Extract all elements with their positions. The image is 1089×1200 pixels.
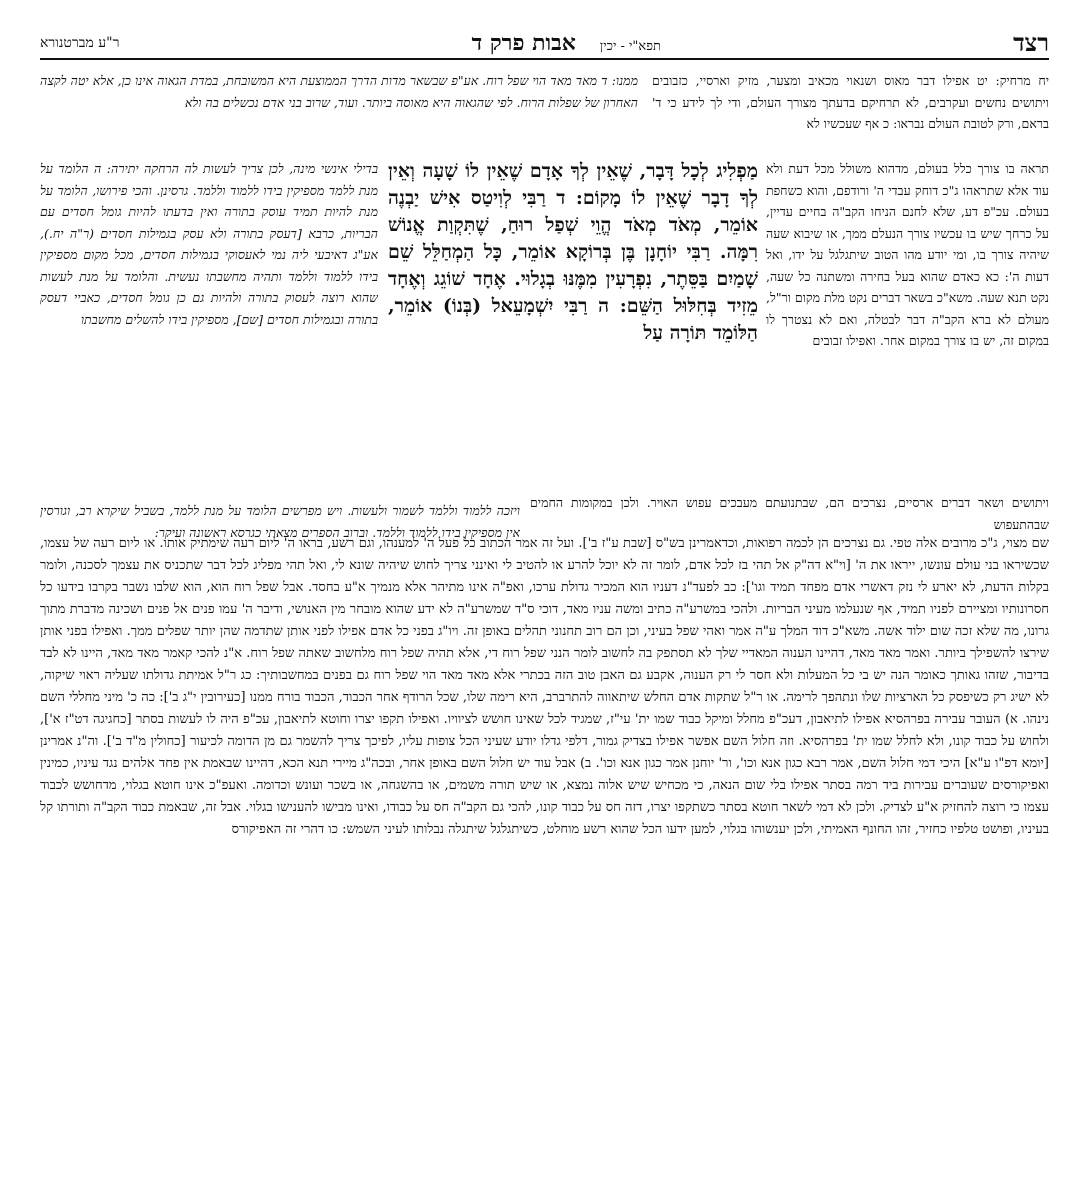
tiferet-full-text: שם מצוי, ג"כ מרובים אלה טפי. גם נצרכים הן לכמה רפואות, וכדאמרינן בש"ס [שבת ע"ז ב']. ועל זה אמר הכתוב כל פעל ה' למענהו, וגם רשע, בראו ה' ליום רעה שימתיק אותו. או ליום רעה של עצמו, שכשיראו בני עולם עונשו, ייראו את ה' [וי"א דה"ק אל תהי בז לכל אדם, לומר זה לא יוכל להרע או להטיב לי ואינני צריך לחוש שיהיה שונא לי, ואל תהי מפליג לכל דבר שתכניס את עצמך לסכנה, ולומר בקלות הדעת, לא יארע לי נזק דאשרי אדם מפחד תמיד וגו']: כב לפעד"נ דעניו הוא המכיר גדולת ערכו, ואפ"ה אינו מתיהר אלא מנמיך א"ע בחסד. אבל שפל רוח הוא, הוא שלבו נשבר בקרבו בידעו כל חסרונותיו ומציירם לפניו תמיד, אף שנעלמו מעיני הבריות. ולהכי במשרע"ה כתיב ומשה עניו מאד, דוכי ס"ד שמשרע"ה לא ידע שהוא מובחר מין האנושי, ודיבר ה' עמו פנים אל פנים ושכינה מדברת מתוך גרונו, מה שלא זכה שום ילוד אשה. משא"כ דוד המלך ע"ה אמר ואהי שפל בעיני, וכן הם רוב תחנוני תהלים באופן זה. ויו"ג בפני כל אדם אפילו לפני אותן שתדמה שהן יותר שפלים ממך. ואפילו בפני אותן שירצו להשפילך ביותר. ואמר מאד מאד, דהיינו הענוה המאדיי שלך לא תסתפק בה לחשוב לומר הנני שפל רוח די, אלא תהיה שפל רוח מלחשוב שאתה שפל רוח. א"נ להכי קאמר מאד מאד, היינו לא לבד בדיבור, שזהו גאותך כאומר הנה יש בי כל המעלות ולא חסר לי רק הענוה, אקבע גם האבן טוב הזה בכתרי אלא מאד מאד הוי שפל רוח גם בפנים במחשבותיך: כג ר"ל אמיתת גדולתו שעליה ראוי שיקוה, לא ישיג רק כשיפסק כל הארציות שלו ונתהפך לרימה. או ר"ל שתקות אדם החלש שיתאווה להתרברב, היא רימה שלו, שכל הרודף אחר הכבוד, הכבוד בורח ממנו [כעירובין י"ג ב']: כה כ' מיני מחללי השם נינהו. א) העובר עבירה בפרהסיא אפילו לתיאבון, דעכ"פ מחלל ומיקל כבוד שמו ית' עי"ז, שמגיד לכל שאינו חושש לציוויו. ואפילו תקפו יצרו וחוטא לתיאבון, עכ"פ היה לו לעשות בסתר [כחגיגה דט"ז א'], ולחוש על כבוד קונו, ולא לחלל שמו ית' בפרהסיא. וזה חלול השם אפשר אפילו בצדיק גמור, דלפי גדלו יודע שעיני הכל צופות עליו, לפיכך צריך להשמר גם מן הדומה לכיעור [כחולין מ"ד ב']. וה"נ אמרינן [יומא דפ"ו ע"א] היכי דמי חלול השם, אמר רבא כגון אנא וכו', ור' יוחנן אמר כגון אנא וכו'. ב) אבל עוד יש חלול השם באופן אחר, ובכה"ג מיירי תנא הכא, דהיינו שבאמת אין פחד אלהים נגד עיניו, כמינין ואפיקורסים שעוברים עבירות ביד רמה בסתר אפילו בלי שום הנאה, כי מכחיש שיש אלוה נמצא, או שיש תורה משמים, או בהשגחה, או בשכר ועונש וכדומה. ואעפ"כ אינו חוטא בגלוי, מדחושש לכבוד עצמו כי רוצה להחזיק א"ע לצדיק. ולכן לא דמי לשאר חוטא בסתר כשתקפו יצרו, דזה חס על כבוד קונו, להכי גם הקב"ה חס על כבודו, ואינו מבישו להענישו בגלוי. אבל זה, שבאמת כבוד הקב"ה ותורתו קל בעיניו, ופושט טלפיו כחזיר, זהו החונף האמיתי, ולכן יענשוהו בגלוי, למען ידעו הכל שהוא רשע מוחלט, כשיתגלגל שיתגלה נבלותו לעיני השמש: כו דהרי זה האפיקורס	[40, 536, 1049, 837]
page-number: רצד	[1013, 28, 1049, 57]
tiferet-column	[766, 158, 1049, 496]
header-range: תפא"י - יכין	[599, 39, 661, 54]
tiferet-bottom-text: ויתושים ושאר דברים ארסיים, נצרכים הם, שבתנועתם מעבכים עפוש האויר. ולכן במקומות החמים שבהתעפוש	[530, 495, 1049, 532]
bartenura-top-text: ממנו: ד מאד מאד הוי שפל רוח. אע"פ שבשאר מדות הדרך הממוצעת היא המשובחת, במדת הגאוה אינו כן, אלא יטה לקצה האחרון של שפלות הרוח. לפי שהגאוה היא מאוסה ביותר. ועוד, שרוב בני אדם נכשלים בה ולא	[40, 73, 638, 110]
tiferet-column-text: תראה בו צורך כלל בעולם, מדהוא משולל מכל דעת ולא עוד אלא שתראהו ג"כ דוחק עבדי ה' ורודפם, והוא כשחפת בעולם. עכ"פ דע, שלא לחנם הניחו הקב"ה בחיים עדיין, על כרחך שיש בו עכשיו צורך הנעלם ממך, או שיבוא שעה שיהיה צורך בו, ומי יודע מהו הטוב שיתגלגל על ידו, ואל דעות ה': כא כאדם שהוא בעל בחירה ומשתנה כל שעה, נקט תנא שעה. משא"כ בשאר דברים נקט מלת מקום ור"ל, מעולם לא ברא הקב"ה דבר לבטלה, ואם לא נצטרך לו במקום זה, יש בו צורך במקום אחר. ואפילו זבובים	[766, 161, 1049, 348]
bartenura-column	[40, 158, 378, 502]
tiferet-full-width	[40, 533, 1049, 1173]
commentary-label: ר"ע מברטנורא	[40, 34, 120, 51]
tiferet-top	[652, 70, 1049, 160]
header-center	[472, 30, 661, 56]
bartenura-top	[40, 70, 638, 160]
page-header	[40, 28, 1049, 60]
tiferet-top-text: יח מרחיק: יט אפילו דבר מאוס ושנאוי מכאיב ומצער, מזיק וארסיי, כזבובים ויתושים נחשים ועקרבים, לא תרחיקם בדעתך מצורך העולם, ודי לך לידע כי ד' בראם, ורק לטובת העולם נבראו: כ אף שעכשיו לא	[652, 73, 1049, 131]
tractate-title: אבות פרק ד	[471, 30, 576, 56]
mishna-text: מַפְלִיג לְכָל דָּבָר, שֶׁאֵין לְךָ אָדָם שֶׁאֵין לוֹ שָׁעָה וְאֵין לְךָ דָבָר שֶׁאֵין לוֹ מָקוֹם: ד רַבִּי לְוִיטַס אִישׁ יַבְנֶה אוֹמֵר, מְאֹד מְאֹד הֱוֵי שְׁפַל רוּחַ, שֶׁתִּקְוַת אֱנוֹשׁ רִמָּה. רַבִּי יוֹחָנָן בֶּן בְּרוֹקָא אוֹמֵר, כָּל הַמְחַלֵּל שֵׁם שָׁמַיִם בַּסֵּתֶר, נִפְרָעִין מִמֶּנּוּ בְגָלוּי. אֶחָד שׁוֹגֵג וְאֶחָד מֵזִיד בְּחִלּוּל הַשֵּׁם: ה רַבִּי יִשְׁמָעֵאל (בְּנוֹ) אוֹמֵר, הַלּוֹמֵד תּוֹרָה עַל	[388, 160, 758, 344]
mishna-text-block	[388, 158, 758, 502]
tiferet-bottom	[530, 492, 1049, 536]
bartenura-column-text: בדילי אינשי מינה, לכן צריך לעשות לה הרחקה יתירה: ה הלומד על מנת ללמד מספיקין בידו ללמוד וללמד. גרסינן. והכי פירושו, הלומד על מנת להיות תמיד עוסק בתורה ואין בדעתו להיות גומל חסדים עם הבריות, כרבא [דעסק בתורה ולא עסק בגמילות חסדים (ר"ה יח.), אע"ג דאיבעי ליה נמי לאעסוקי בגמילות חסדים, מכל מקום מספיקין בידו ללמוד וללמד ותהיה מחשבתו נעשית. והלומד על מנת לעשות שהוא רוצה לעסוק בתורה ולהיות גם כן גומל חסדים, כאביי דעסק בתורה ובגמילות חסדים [שם], מספיקין בידו להשלים מחשבתו	[40, 161, 378, 327]
bartenura-bottom-text: ויזכה ללמוד וללמד לשמור ולעשות. ויש מפרשים הלומד על מנת ללמד, בשביל שיקרא רב, וגורסין אין מספיקין בידו ללמוד וללמד. וברוב הספרים מצאתי כגרסא ראשונה ועיקר:	[40, 503, 520, 540]
